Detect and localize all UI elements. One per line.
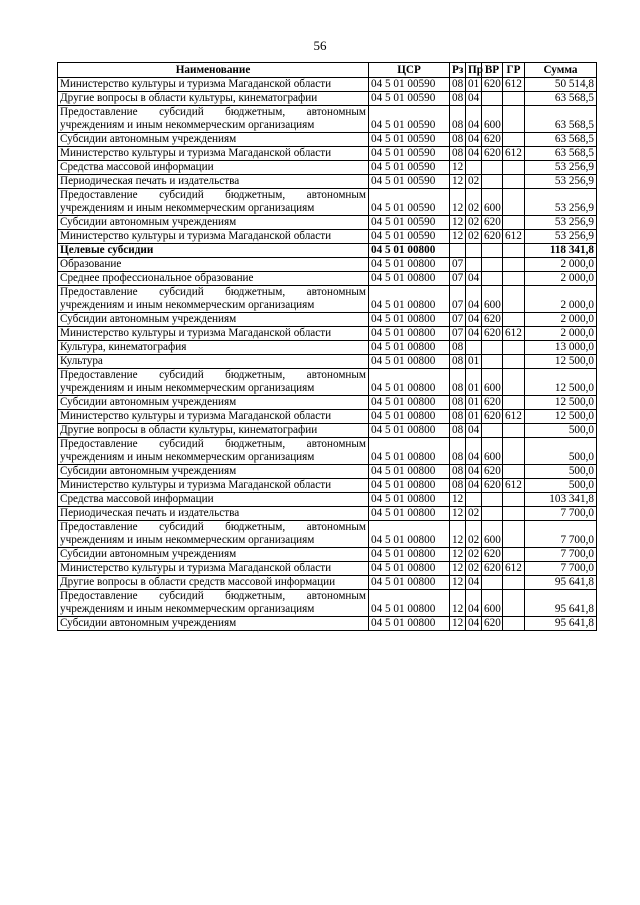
- cell-name: Министерство культуры и туризма Магаданской области: [58, 479, 369, 493]
- cell-name: Предоставление субсидий бюджетным, автономным учреждениям и иным некоммерческим организациям: [58, 521, 369, 548]
- cell-rz: 08: [450, 92, 466, 106]
- cell-rz: 08: [450, 438, 466, 465]
- cell-gr: [503, 617, 525, 631]
- cell-sum: 2 000,0: [525, 272, 597, 286]
- cell-rz: 12: [450, 562, 466, 576]
- cell-pr: 04: [466, 576, 482, 590]
- cell-rz: 12: [450, 493, 466, 507]
- cell-gr: 612: [503, 410, 525, 424]
- table-row: [58, 244, 597, 258]
- cell-sum: 63 568,5: [525, 106, 597, 133]
- cell-pr: 01: [466, 410, 482, 424]
- cell-rz: 08: [450, 355, 466, 369]
- column-header-vr: ВР: [482, 63, 503, 78]
- column-header-name: Наименование: [58, 63, 369, 78]
- cell-vr: 620: [482, 617, 503, 631]
- cell-csr: 04 5 01 00800: [369, 272, 450, 286]
- cell-name: Субсидии автономным учреждениям: [58, 313, 369, 327]
- cell-rz: 08: [450, 479, 466, 493]
- table-row: [58, 410, 597, 424]
- table-row: [58, 355, 597, 369]
- cell-csr: 04 5 01 00800: [369, 438, 450, 465]
- table-row: [58, 424, 597, 438]
- cell-csr: 04 5 01 00800: [369, 410, 450, 424]
- cell-pr: 02: [466, 216, 482, 230]
- cell-vr: 620: [482, 147, 503, 161]
- cell-sum: 12 500,0: [525, 355, 597, 369]
- cell-pr: 02: [466, 175, 482, 189]
- cell-pr: 01: [466, 78, 482, 92]
- cell-name: Субсидии автономным учреждениям: [58, 396, 369, 410]
- cell-pr: [466, 258, 482, 272]
- cell-sum: 2 000,0: [525, 313, 597, 327]
- cell-vr: 620: [482, 396, 503, 410]
- table-row: [58, 216, 597, 230]
- cell-gr: [503, 92, 525, 106]
- cell-name: Культура, кинематография: [58, 341, 369, 355]
- cell-csr: 04 5 01 00800: [369, 548, 450, 562]
- cell-gr: [503, 548, 525, 562]
- table-row: [58, 521, 597, 548]
- cell-name: Субсидии автономным учреждениям: [58, 548, 369, 562]
- table-body: [58, 78, 597, 631]
- cell-sum: 95 641,8: [525, 590, 597, 617]
- cell-vr: 620: [482, 133, 503, 147]
- table-row: [58, 590, 597, 617]
- cell-csr: 04 5 01 00800: [369, 562, 450, 576]
- table-row: [58, 562, 597, 576]
- cell-sum: 7 700,0: [525, 521, 597, 548]
- cell-name: Периодическая печать и издательства: [58, 175, 369, 189]
- cell-pr: [466, 493, 482, 507]
- cell-pr: 04: [466, 424, 482, 438]
- cell-pr: 04: [466, 133, 482, 147]
- table-row: [58, 78, 597, 92]
- cell-rz: [450, 244, 466, 258]
- cell-sum: 500,0: [525, 465, 597, 479]
- cell-vr: 620: [482, 562, 503, 576]
- cell-csr: 04 5 01 00800: [369, 286, 450, 313]
- cell-pr: 04: [466, 92, 482, 106]
- cell-gr: [503, 189, 525, 216]
- cell-rz: 07: [450, 313, 466, 327]
- cell-pr: [466, 161, 482, 175]
- cell-rz: 07: [450, 258, 466, 272]
- cell-sum: 500,0: [525, 424, 597, 438]
- cell-csr: 04 5 01 00800: [369, 244, 450, 258]
- cell-name: Средства массовой информации: [58, 493, 369, 507]
- cell-vr: 600: [482, 286, 503, 313]
- cell-sum: 500,0: [525, 438, 597, 465]
- cell-gr: [503, 493, 525, 507]
- cell-rz: 12: [450, 507, 466, 521]
- cell-rz: 07: [450, 327, 466, 341]
- table-row: [58, 479, 597, 493]
- table-row: [58, 341, 597, 355]
- cell-rz: 07: [450, 272, 466, 286]
- cell-sum: 13 000,0: [525, 341, 597, 355]
- cell-gr: [503, 258, 525, 272]
- cell-csr: 04 5 01 00800: [369, 507, 450, 521]
- cell-name: Предоставление субсидий бюджетным, автономным учреждениям и иным некоммерческим организациям: [58, 369, 369, 396]
- cell-name: Субсидии автономным учреждениям: [58, 216, 369, 230]
- table-row: [58, 438, 597, 465]
- cell-pr: 02: [466, 189, 482, 216]
- cell-vr: [482, 92, 503, 106]
- cell-csr: 04 5 01 00590: [369, 147, 450, 161]
- cell-vr: 600: [482, 590, 503, 617]
- cell-csr: 04 5 01 00590: [369, 106, 450, 133]
- cell-pr: 04: [466, 147, 482, 161]
- cell-name: Культура: [58, 355, 369, 369]
- cell-rz: 12: [450, 576, 466, 590]
- cell-pr: 02: [466, 521, 482, 548]
- cell-rz: 08: [450, 78, 466, 92]
- cell-vr: [482, 258, 503, 272]
- table-row: [58, 272, 597, 286]
- cell-pr: 01: [466, 369, 482, 396]
- cell-name: Другие вопросы в области средств массовой информации: [58, 576, 369, 590]
- cell-pr: 04: [466, 286, 482, 313]
- cell-vr: [482, 175, 503, 189]
- cell-gr: [503, 438, 525, 465]
- column-header-gr: ГР: [503, 63, 525, 78]
- cell-rz: 08: [450, 369, 466, 396]
- cell-rz: 12: [450, 189, 466, 216]
- cell-vr: 600: [482, 189, 503, 216]
- cell-sum: 53 256,9: [525, 161, 597, 175]
- table-row: [58, 175, 597, 189]
- cell-csr: 04 5 01 00800: [369, 396, 450, 410]
- cell-vr: [482, 507, 503, 521]
- cell-rz: 08: [450, 465, 466, 479]
- cell-sum: 103 341,8: [525, 493, 597, 507]
- cell-vr: 600: [482, 369, 503, 396]
- cell-vr: 620: [482, 78, 503, 92]
- cell-pr: 01: [466, 355, 482, 369]
- cell-sum: 53 256,9: [525, 216, 597, 230]
- cell-gr: [503, 424, 525, 438]
- cell-gr: 612: [503, 230, 525, 244]
- cell-sum: 118 341,8: [525, 244, 597, 258]
- cell-pr: 04: [466, 617, 482, 631]
- cell-name: Периодическая печать и издательства: [58, 507, 369, 521]
- cell-pr: 04: [466, 479, 482, 493]
- cell-gr: [503, 465, 525, 479]
- cell-csr: 04 5 01 00800: [369, 493, 450, 507]
- table-header-row: [58, 63, 597, 78]
- cell-rz: 08: [450, 410, 466, 424]
- cell-vr: [482, 576, 503, 590]
- cell-sum: 95 641,8: [525, 576, 597, 590]
- cell-rz: 08: [450, 106, 466, 133]
- cell-gr: 612: [503, 78, 525, 92]
- cell-gr: 612: [503, 147, 525, 161]
- cell-gr: 612: [503, 327, 525, 341]
- cell-name: Целевые субсидии: [58, 244, 369, 258]
- cell-gr: [503, 590, 525, 617]
- column-header-sum: Сумма: [525, 63, 597, 78]
- cell-csr: 04 5 01 00800: [369, 521, 450, 548]
- cell-pr: [466, 341, 482, 355]
- cell-gr: [503, 244, 525, 258]
- cell-name: Субсидии автономным учреждениям: [58, 133, 369, 147]
- budget-table: [57, 62, 597, 631]
- cell-pr: 04: [466, 327, 482, 341]
- cell-vr: 620: [482, 465, 503, 479]
- cell-sum: 12 500,0: [525, 369, 597, 396]
- cell-pr: 02: [466, 562, 482, 576]
- cell-vr: 620: [482, 313, 503, 327]
- cell-vr: [482, 161, 503, 175]
- cell-sum: 2 000,0: [525, 258, 597, 272]
- cell-gr: [503, 272, 525, 286]
- cell-sum: 500,0: [525, 479, 597, 493]
- cell-vr: [482, 341, 503, 355]
- table-row: [58, 258, 597, 272]
- cell-sum: 53 256,9: [525, 175, 597, 189]
- cell-name: Субсидии автономным учреждениям: [58, 465, 369, 479]
- cell-name: Другие вопросы в области культуры, кинематографии: [58, 92, 369, 106]
- table-row: [58, 286, 597, 313]
- cell-rz: 12: [450, 548, 466, 562]
- cell-vr: [482, 493, 503, 507]
- cell-csr: 04 5 01 00590: [369, 230, 450, 244]
- cell-sum: 63 568,5: [525, 147, 597, 161]
- table-row: [58, 548, 597, 562]
- cell-sum: 2 000,0: [525, 286, 597, 313]
- cell-name: Среднее профессиональное образование: [58, 272, 369, 286]
- cell-vr: 620: [482, 216, 503, 230]
- table-row: [58, 147, 597, 161]
- cell-sum: 2 000,0: [525, 327, 597, 341]
- cell-vr: [482, 355, 503, 369]
- cell-rz: 08: [450, 147, 466, 161]
- cell-name: Министерство культуры и туризма Магаданской области: [58, 410, 369, 424]
- cell-pr: 04: [466, 313, 482, 327]
- cell-csr: 04 5 01 00800: [369, 479, 450, 493]
- cell-gr: [503, 161, 525, 175]
- cell-rz: 12: [450, 230, 466, 244]
- column-header-rz: Рз: [450, 63, 466, 78]
- cell-csr: 04 5 01 00590: [369, 175, 450, 189]
- cell-gr: [503, 106, 525, 133]
- cell-vr: 620: [482, 548, 503, 562]
- cell-name: Образование: [58, 258, 369, 272]
- cell-vr: [482, 272, 503, 286]
- cell-rz: 12: [450, 216, 466, 230]
- cell-name: Министерство культуры и туризма Магаданской области: [58, 78, 369, 92]
- table-row: [58, 313, 597, 327]
- cell-rz: 12: [450, 161, 466, 175]
- cell-sum: 53 256,9: [525, 230, 597, 244]
- cell-gr: [503, 521, 525, 548]
- cell-gr: 612: [503, 562, 525, 576]
- page-number: 56: [313, 38, 327, 53]
- cell-vr: 620: [482, 230, 503, 244]
- cell-gr: [503, 133, 525, 147]
- cell-vr: 620: [482, 327, 503, 341]
- cell-rz: 12: [450, 590, 466, 617]
- cell-sum: 50 514,8: [525, 78, 597, 92]
- cell-pr: 04: [466, 272, 482, 286]
- cell-vr: [482, 424, 503, 438]
- cell-name: Предоставление субсидий бюджетным, автономным учреждениям и иным некоммерческим организациям: [58, 590, 369, 617]
- column-header-pr: Пр: [466, 63, 482, 78]
- cell-csr: 04 5 01 00800: [369, 465, 450, 479]
- cell-pr: 04: [466, 590, 482, 617]
- table-row: [58, 133, 597, 147]
- cell-sum: 53 256,9: [525, 189, 597, 216]
- cell-rz: 12: [450, 617, 466, 631]
- cell-sum: 12 500,0: [525, 396, 597, 410]
- cell-pr: 04: [466, 106, 482, 133]
- cell-csr: 04 5 01 00800: [369, 617, 450, 631]
- table-row: [58, 230, 597, 244]
- cell-csr: 04 5 01 00590: [369, 189, 450, 216]
- cell-sum: 7 700,0: [525, 507, 597, 521]
- cell-sum: 95 641,8: [525, 617, 597, 631]
- cell-csr: 04 5 01 00800: [369, 341, 450, 355]
- cell-gr: [503, 576, 525, 590]
- cell-gr: [503, 341, 525, 355]
- cell-sum: 7 700,0: [525, 548, 597, 562]
- cell-csr: 04 5 01 00800: [369, 369, 450, 396]
- cell-gr: [503, 355, 525, 369]
- cell-name: Министерство культуры и туризма Магаданской области: [58, 147, 369, 161]
- table-row: [58, 465, 597, 479]
- cell-csr: 04 5 01 00590: [369, 78, 450, 92]
- cell-name: Министерство культуры и туризма Магаданской области: [58, 230, 369, 244]
- table-row: [58, 507, 597, 521]
- cell-name: Средства массовой информации: [58, 161, 369, 175]
- cell-csr: 04 5 01 00590: [369, 133, 450, 147]
- cell-pr: 02: [466, 548, 482, 562]
- table-row: [58, 396, 597, 410]
- table-row: [58, 617, 597, 631]
- cell-pr: [466, 244, 482, 258]
- cell-csr: 04 5 01 00800: [369, 590, 450, 617]
- cell-gr: [503, 175, 525, 189]
- cell-pr: 04: [466, 465, 482, 479]
- cell-sum: 7 700,0: [525, 562, 597, 576]
- cell-vr: 600: [482, 521, 503, 548]
- cell-csr: 04 5 01 00800: [369, 313, 450, 327]
- cell-rz: 07: [450, 286, 466, 313]
- cell-gr: 612: [503, 479, 525, 493]
- table-row: [58, 493, 597, 507]
- cell-rz: 08: [450, 424, 466, 438]
- cell-name: Министерство культуры и туризма Магаданской области: [58, 327, 369, 341]
- cell-rz: 12: [450, 521, 466, 548]
- cell-csr: 04 5 01 00800: [369, 327, 450, 341]
- cell-gr: [503, 507, 525, 521]
- table-row: [58, 106, 597, 133]
- cell-vr: 600: [482, 438, 503, 465]
- table-row: [58, 189, 597, 216]
- cell-name: Субсидии автономным учреждениям: [58, 617, 369, 631]
- cell-sum: 63 568,5: [525, 92, 597, 106]
- cell-vr: 620: [482, 479, 503, 493]
- cell-rz: 08: [450, 133, 466, 147]
- cell-rz: 12: [450, 175, 466, 189]
- cell-name: Предоставление субсидий бюджетным, автономным учреждениям и иным некоммерческим организациям: [58, 189, 369, 216]
- cell-name: Предоставление субсидий бюджетным, автономным учреждениям и иным некоммерческим организациям: [58, 106, 369, 133]
- cell-gr: [503, 369, 525, 396]
- cell-rz: 08: [450, 341, 466, 355]
- cell-csr: 04 5 01 00590: [369, 161, 450, 175]
- table-row: [58, 327, 597, 341]
- cell-vr: 600: [482, 106, 503, 133]
- cell-pr: 01: [466, 396, 482, 410]
- cell-name: Предоставление субсидий бюджетным, автономным учреждениям и иным некоммерческим организациям: [58, 438, 369, 465]
- table-row: [58, 161, 597, 175]
- cell-csr: 04 5 01 00800: [369, 424, 450, 438]
- cell-pr: 02: [466, 507, 482, 521]
- cell-pr: 02: [466, 230, 482, 244]
- cell-rz: 08: [450, 396, 466, 410]
- cell-pr: 04: [466, 438, 482, 465]
- cell-csr: 04 5 01 00590: [369, 216, 450, 230]
- cell-gr: [503, 286, 525, 313]
- cell-name: Предоставление субсидий бюджетным, автономным учреждениям и иным некоммерческим организациям: [58, 286, 369, 313]
- cell-gr: [503, 313, 525, 327]
- cell-csr: 04 5 01 00800: [369, 355, 450, 369]
- cell-gr: [503, 396, 525, 410]
- cell-vr: [482, 244, 503, 258]
- cell-csr: 04 5 01 00800: [369, 258, 450, 272]
- column-header-csr: ЦСР: [369, 63, 450, 78]
- cell-name: Министерство культуры и туризма Магаданской области: [58, 562, 369, 576]
- table-row: [58, 92, 597, 106]
- cell-sum: 63 568,5: [525, 133, 597, 147]
- cell-name: Другие вопросы в области культуры, кинематографии: [58, 424, 369, 438]
- table-row: [58, 576, 597, 590]
- cell-csr: 04 5 01 00800: [369, 576, 450, 590]
- cell-vr: 620: [482, 410, 503, 424]
- table-row: [58, 369, 597, 396]
- cell-sum: 12 500,0: [525, 410, 597, 424]
- cell-csr: 04 5 01 00590: [369, 92, 450, 106]
- cell-gr: [503, 216, 525, 230]
